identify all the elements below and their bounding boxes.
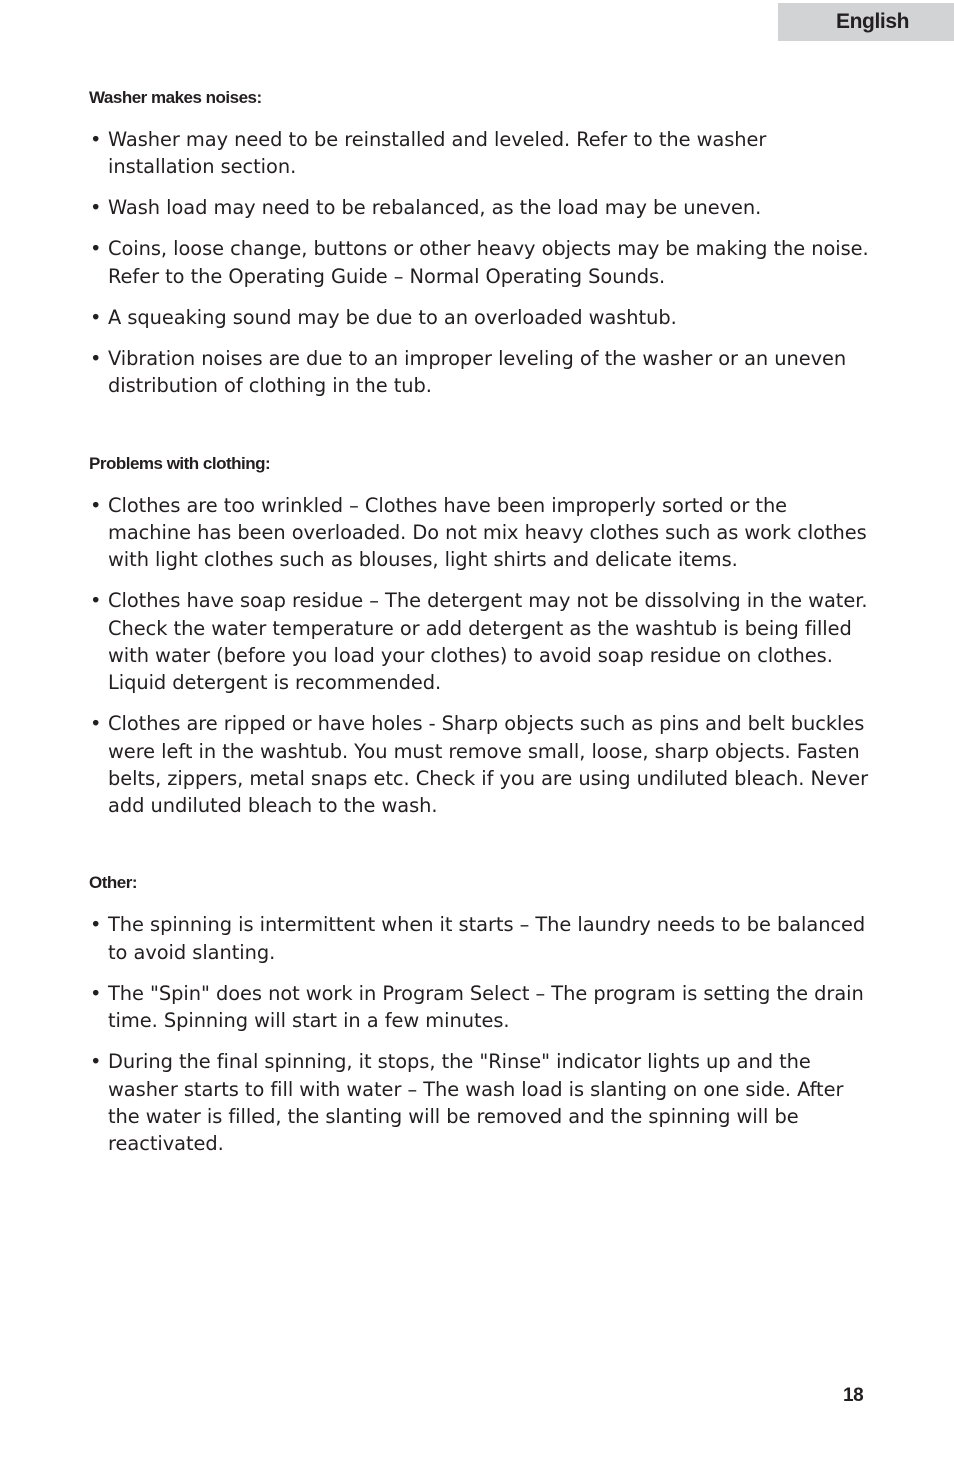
section-other bbox=[89, 871, 869, 1157]
list-item: • Clothes have soap residue – The detergent may not be dissolving in the water. Check the water temperature or add detergent as the washtub is being filled with water (before you load your clothes) to avoid soap residue on clothes. Liquid detergent is recommended. bbox=[89, 587, 869, 696]
page-content bbox=[89, 86, 869, 1171]
section-heading: Problems with clothing: bbox=[89, 453, 271, 473]
section-washer-noises bbox=[89, 86, 869, 400]
page-number: 18 bbox=[843, 1385, 864, 1406]
section-heading: Washer makes noises: bbox=[89, 88, 262, 107]
list-item: • A squeaking sound may be due to an overloaded washtub. bbox=[89, 304, 869, 331]
section-clothing-problems bbox=[89, 452, 869, 820]
list-item: • The "Spin" does not work in Program Select – The program is setting the drain time. Spinning will start in a few minutes. bbox=[89, 980, 869, 1035]
bullet-list bbox=[89, 492, 869, 820]
list-item: • During the final spinning, it stops, the "Rinse" indicator lights up and the washer starts to fill with water – The wash load is slanting on one side. After the water is filled, the slanting will be removed and the spinning will be reactivated. bbox=[89, 1048, 869, 1157]
bullet-list bbox=[89, 911, 869, 1157]
list-item: • Washer may need to be reinstalled and leveled. Refer to the washer installation section. bbox=[89, 126, 869, 181]
list-item: • Coins, loose change, buttons or other heavy objects may be making the noise. Refer to the Operating Guide – Normal Operating Sounds. bbox=[89, 235, 869, 290]
bullet-list bbox=[89, 126, 869, 400]
list-item: • Clothes are ripped or have holes - Sharp objects such as pins and belt buckles were left in the washtub. You must remove small, loose, sharp objects. Fasten belts, zippers, metal snaps etc. Check if you are using undiluted bleach. Never add undiluted bleach to the wash. bbox=[89, 710, 869, 819]
language-tab: English bbox=[778, 3, 954, 41]
list-item: • Vibration noises are due to an improper leveling of the washer or an uneven distribution of clothing in the tub. bbox=[89, 345, 869, 400]
list-item: • Wash load may need to be rebalanced, as the load may be uneven. bbox=[89, 194, 869, 221]
section-heading: Other: bbox=[89, 873, 137, 893]
list-item: • The spinning is intermittent when it starts – The laundry needs to be balanced to avoid slanting. bbox=[89, 911, 869, 966]
list-item: • Clothes are too wrinkled – Clothes have been improperly sorted or the machine has been overloaded. Do not mix heavy clothes such as work clothes with light clothes such as blouses, light shirts and delicate items. bbox=[89, 492, 869, 574]
